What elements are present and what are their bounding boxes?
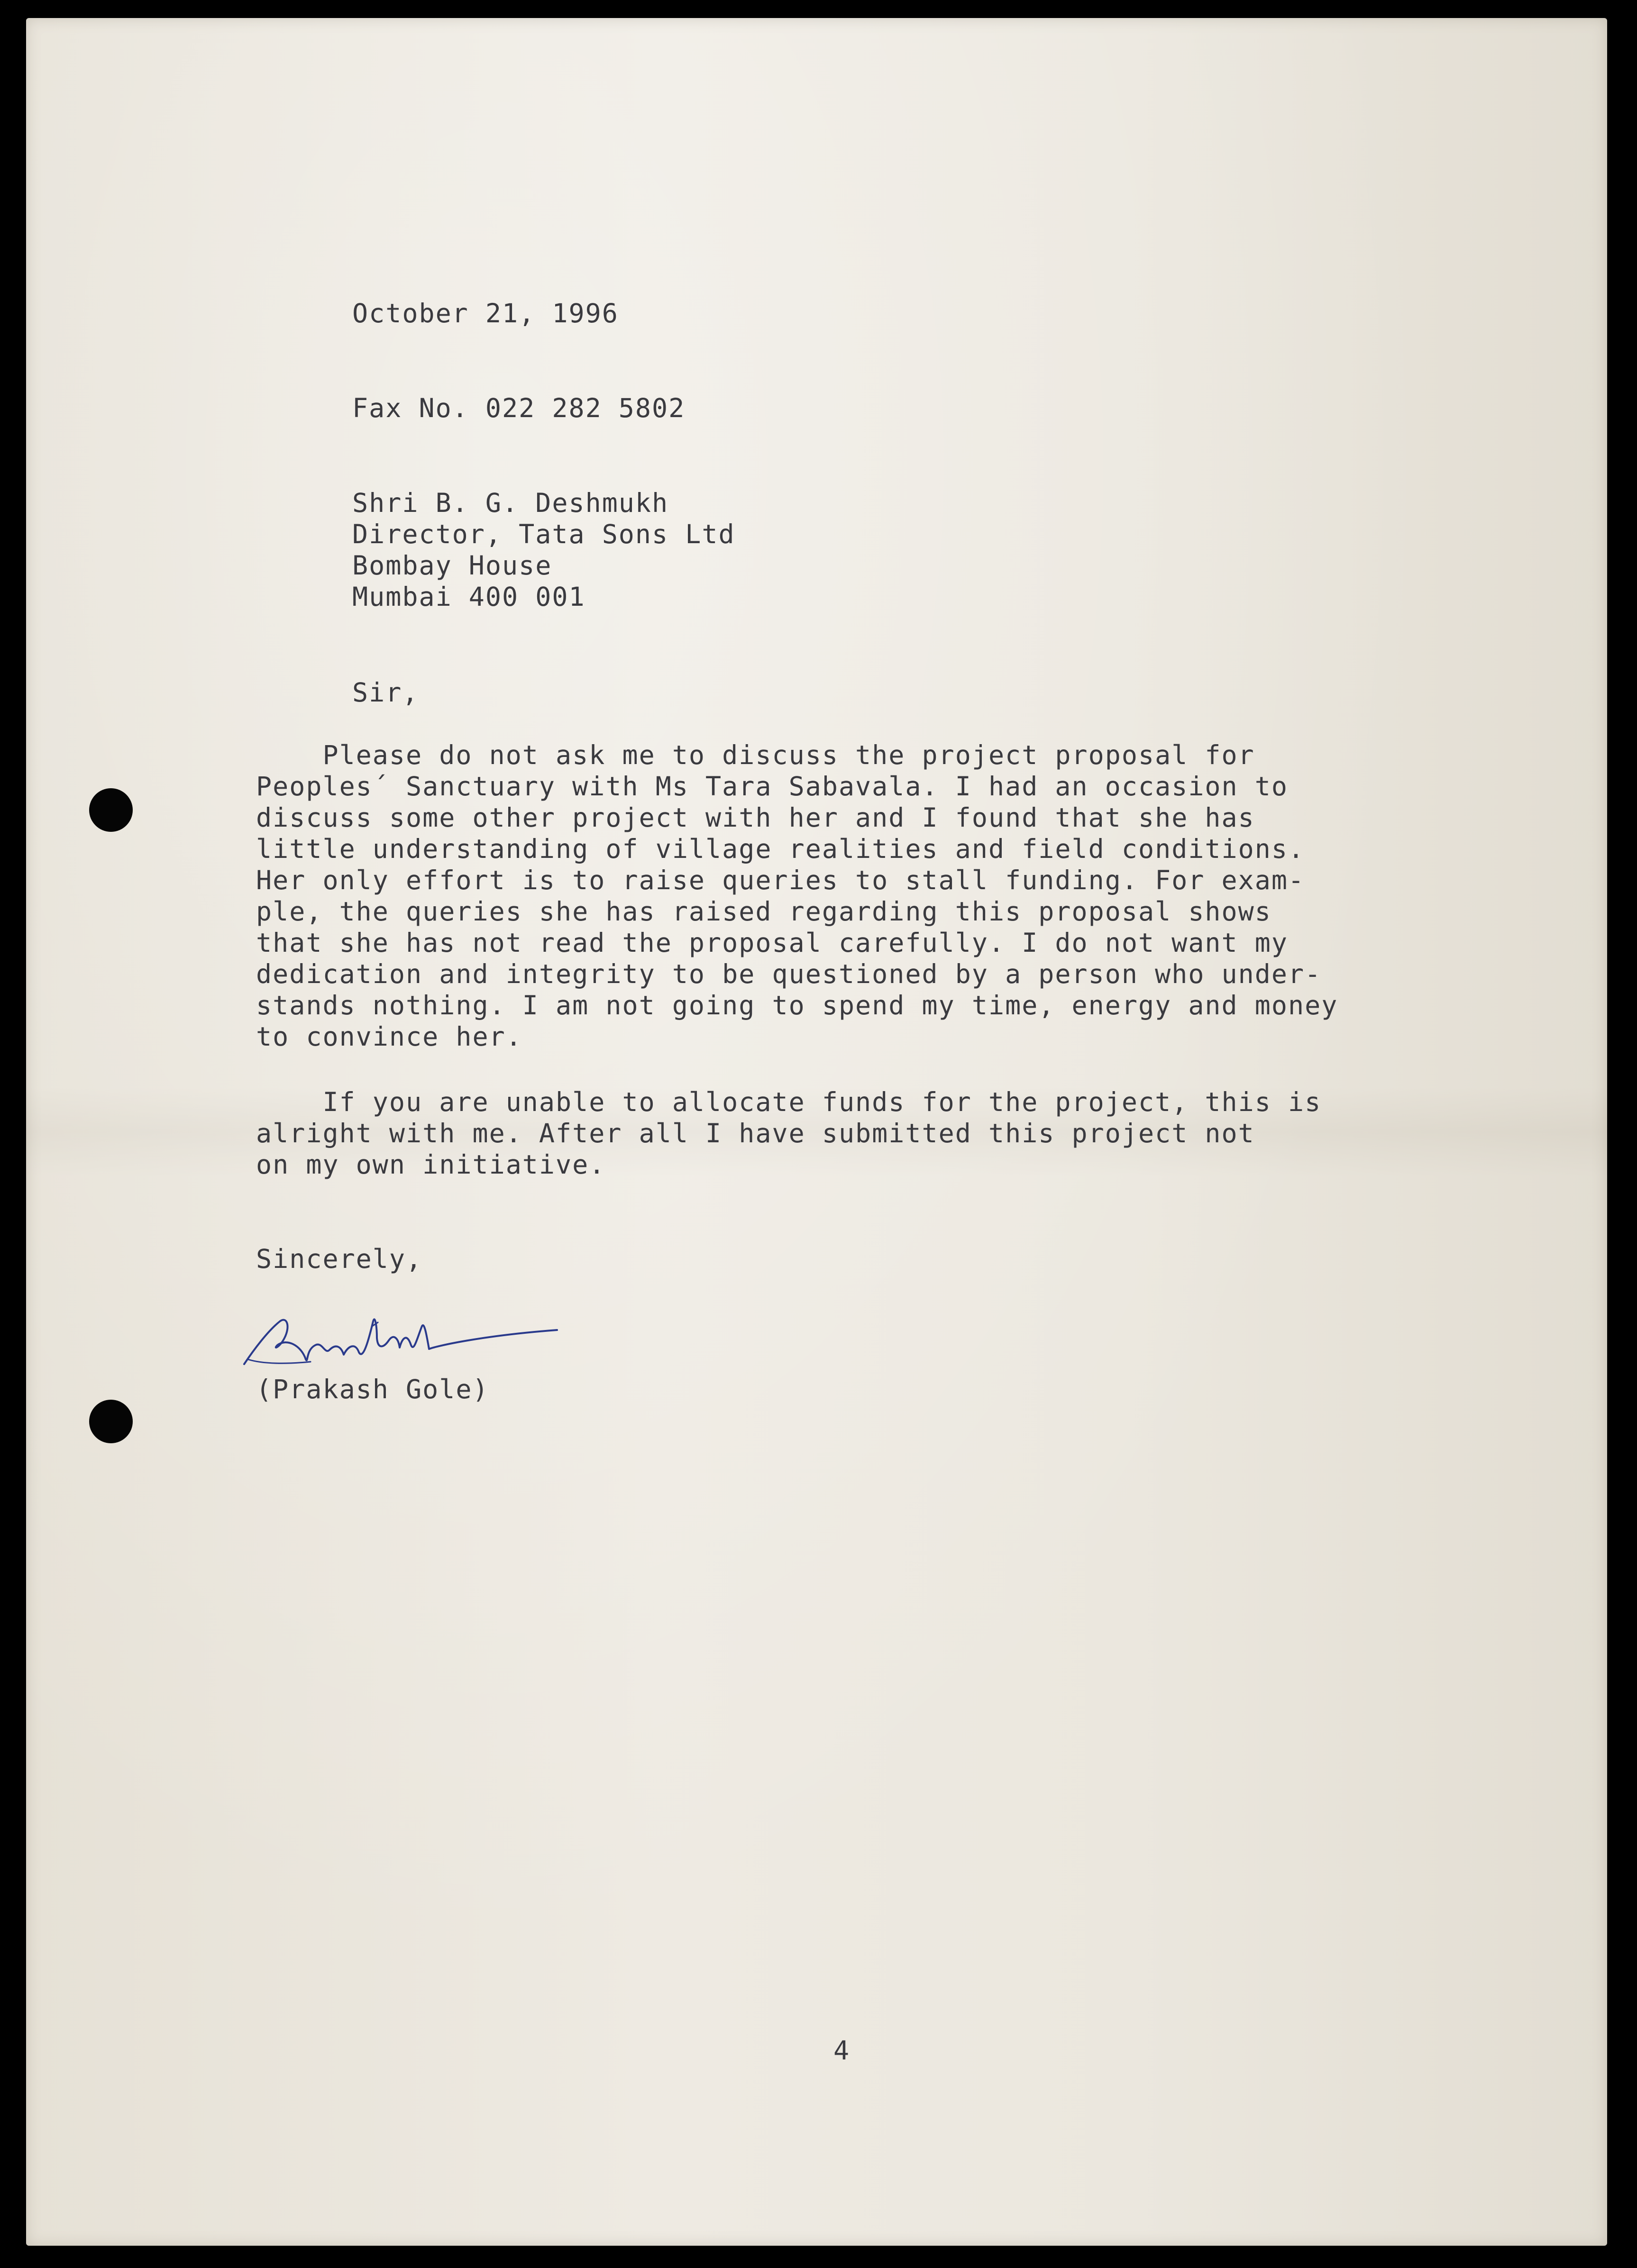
body-paragraph-1 — [256, 739, 1338, 1052]
body-line: alright with me. After all I have submitted this project not — [256, 1118, 1255, 1148]
body-line: that she has not read the proposal carefully. I do not want my — [256, 928, 1288, 958]
body-line: discuss some other project with her and I found that she has — [256, 802, 1255, 833]
body-line: Peoples´ Sanctuary with Ms Tara Sabavala. I had an occasion to — [256, 771, 1288, 802]
recipient-line: Shri B. G. Deshmukh — [352, 488, 669, 518]
body-line: dedication and integrity to be questioned by a person who under- — [256, 959, 1322, 989]
salutation: Sir, — [352, 677, 419, 708]
letter-sheet — [26, 18, 1607, 2246]
signatory-name: (Prakash Gole) — [256, 1374, 489, 1404]
body-paragraph-2 — [256, 1086, 1321, 1180]
recipient-line: Bombay House — [352, 550, 552, 581]
body-line: If you are unable to allocate funds for the project, this is — [256, 1087, 1322, 1117]
body-line: ple, the queries she has raised regarding this proposal shows — [256, 896, 1271, 927]
body-line: to convince her. — [256, 1021, 522, 1052]
body-line: on my own initiative. — [256, 1149, 606, 1180]
closing: Sincerely, — [256, 1244, 423, 1274]
letter-date: October 21, 1996 — [352, 298, 619, 328]
punch-hole-top — [89, 788, 133, 832]
page-number: 4 — [833, 2035, 851, 2066]
recipient-line: Mumbai 400 001 — [352, 582, 585, 612]
recipient-line: Director, Tata Sons Ltd — [352, 519, 735, 549]
fax-number: Fax No. 022 282 5802 — [352, 393, 686, 423]
punch-hole-bottom — [89, 1400, 133, 1443]
body-line: stands nothing. I am not going to spend my time, energy and money — [256, 990, 1338, 1020]
body-line: little understanding of village realities and field conditions. — [256, 834, 1305, 864]
body-line: Her only effort is to raise queries to stall funding. For exam- — [256, 865, 1305, 895]
body-line: Please do not ask me to discuss the project proposal for — [256, 740, 1255, 770]
